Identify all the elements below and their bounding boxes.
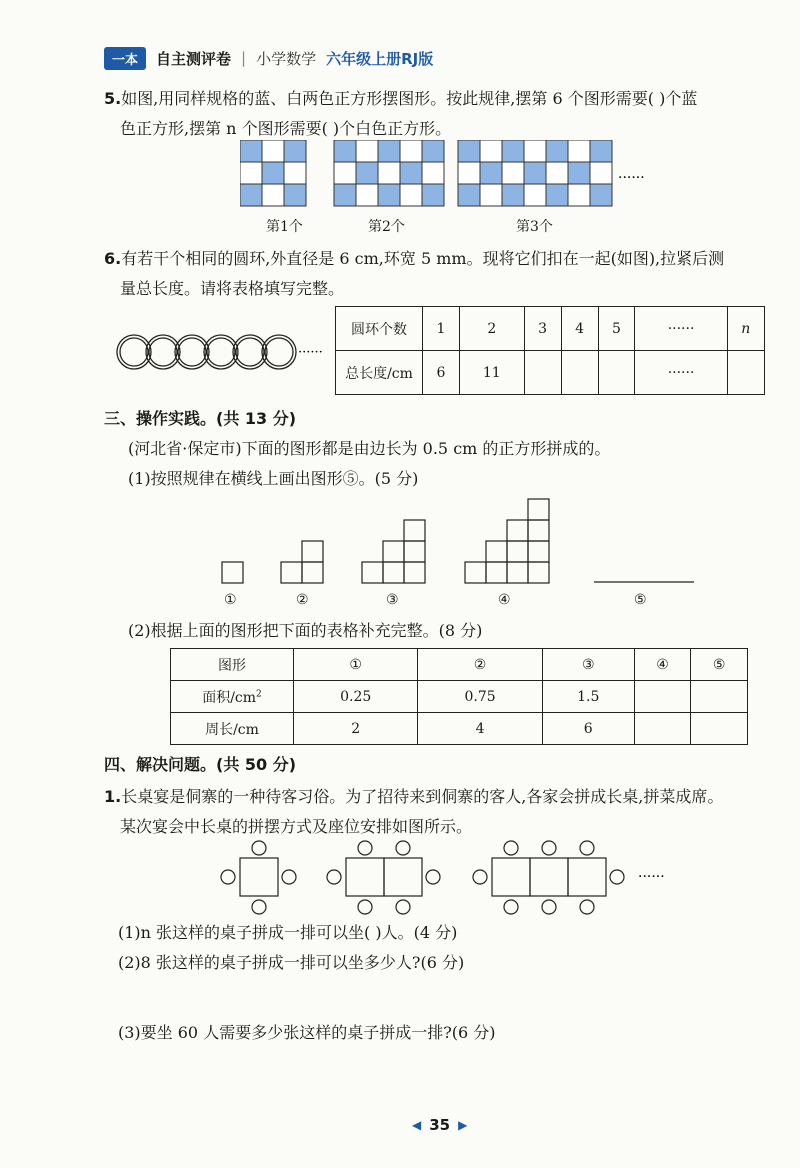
q6-line2: 量总长度。请将表格填写完整。 [120, 279, 345, 298]
q5-line1 [104, 88, 697, 110]
q6-cell: ······ [635, 351, 727, 395]
blue-square [590, 140, 612, 162]
s4-q1-text1: 长桌宴是侗寨的一种待客习俗。为了招待来到侗寨的客人,各家会拼成长桌,拼菜成席。 [121, 787, 724, 806]
fig-label-1: ① [224, 592, 237, 608]
tables-and-seats [221, 841, 624, 914]
blue-square [422, 184, 444, 206]
blue-square [334, 140, 356, 162]
q6-cell: 3 [524, 307, 561, 351]
q6-text1: 有若干个相同的圆环,外直径是 6 cm,环宽 5 mm。现将它们扣在一起(如图),拉紧后测 [121, 249, 725, 268]
q5-caption-2: 第2个 [368, 219, 405, 235]
white-square [524, 184, 546, 206]
shape-table-cell [691, 681, 748, 713]
next-triangle-icon: ▶ [458, 1118, 468, 1132]
shape-table-cell: 6 [542, 713, 634, 745]
q5-line2: 色正方形,摆第 n 个图形需要( )个白色正方形。 [120, 119, 452, 138]
q6-row-length [336, 351, 765, 395]
rings-figure [110, 328, 335, 376]
q5-patterns [240, 140, 612, 206]
page-footer [412, 1116, 467, 1134]
fig-label-4: ④ [498, 592, 511, 608]
blue-square [400, 162, 422, 184]
white-square [568, 184, 590, 206]
white-square [334, 162, 356, 184]
q6-cell [561, 351, 598, 395]
white-square [262, 140, 284, 162]
blue-square [284, 140, 306, 162]
q5-number: 5. [104, 89, 122, 108]
shape-table-cell [171, 681, 294, 713]
blue-square [524, 162, 546, 184]
blue-square [240, 140, 262, 162]
blue-square [568, 162, 590, 184]
q6-cell [598, 351, 635, 395]
blue-square [284, 184, 306, 206]
fig-label-2: ② [296, 592, 309, 608]
rings [117, 335, 296, 369]
shape-table [170, 648, 748, 745]
blue-square [458, 140, 480, 162]
q6-number: 6. [104, 249, 122, 268]
shape-table-header [171, 649, 748, 681]
white-square [480, 140, 502, 162]
prev-triangle-icon: ◀ [412, 1118, 422, 1132]
blue-square [334, 184, 356, 206]
area-label: 面积/cm [202, 689, 257, 706]
q5-ellipsis: ······ [618, 170, 645, 186]
blue-square [502, 184, 524, 206]
area-unit-sup: 2 [256, 688, 262, 699]
q6-cell: 总长度/cm [336, 351, 423, 395]
white-square [502, 162, 524, 184]
q6-cell [727, 351, 764, 395]
q6-table [335, 306, 765, 395]
shape-table-cell: 0.25 [294, 681, 418, 713]
shape-table-cell [634, 713, 691, 745]
shape-table-cell: 图形 [171, 649, 294, 681]
q6-row-count [336, 307, 765, 351]
staircase-figures [210, 490, 710, 586]
q6-cell: 2 [459, 307, 524, 351]
q6-cell: n [727, 307, 764, 351]
page-number: 35 [429, 1116, 451, 1134]
header-grade: 六年级上册RJ版 [326, 49, 434, 68]
blue-square [458, 184, 480, 206]
staircase-squares [222, 499, 549, 583]
section3-part1: (1)按照规律在横线上画出图形⑤。(5 分) [128, 469, 419, 488]
shape-table-cell: ③ [542, 649, 634, 681]
q6-cell: 5 [598, 307, 635, 351]
white-square [356, 184, 378, 206]
shape-table-area-row [171, 681, 748, 713]
page-header [104, 44, 433, 72]
s4-part3: (3)要坐 60 人需要多少张这样的桌子拼成一排?(6 分) [118, 1023, 496, 1042]
white-square [568, 140, 590, 162]
q6-cell: 1 [423, 307, 460, 351]
brand-logo: 一本 [104, 47, 146, 70]
shape-table-perimeter-row [171, 713, 748, 745]
header-subject: 小学数学 [256, 49, 317, 68]
fig-label-3: ③ [386, 592, 399, 608]
q5-caption-3: 第3个 [516, 219, 553, 235]
shape-table-cell: ④ [634, 649, 691, 681]
q6-cell: 6 [423, 351, 460, 395]
long-table-ellipsis: ······ [638, 869, 665, 885]
long-table-figure [214, 836, 684, 920]
white-square [422, 162, 444, 184]
white-square [400, 140, 422, 162]
shape-table-cell: ① [294, 649, 418, 681]
white-square [458, 162, 480, 184]
section3-intro: (河北省·保定市)下面的图形都是由边长为 0.5 cm 的正方形拼成的。 [128, 439, 611, 458]
shape-table-cell: 周长/cm [171, 713, 294, 745]
q6-cell: 圆环个数 [336, 307, 423, 351]
s4-q1-number: 1. [104, 787, 122, 806]
blue-square [262, 162, 284, 184]
blue-square [240, 184, 262, 206]
blue-square [590, 184, 612, 206]
white-square [356, 140, 378, 162]
white-square [590, 162, 612, 184]
blue-square [378, 140, 400, 162]
blue-square [502, 140, 524, 162]
q6-line1 [104, 248, 724, 270]
fig-label-5: ⑤ [634, 592, 647, 608]
shape-table-cell: 0.75 [418, 681, 542, 713]
shape-table-cell [691, 713, 748, 745]
white-square [546, 162, 568, 184]
q5-caption-1: 第1个 [266, 219, 303, 235]
section3-title: 三、操作实践。(共 13 分) [104, 409, 297, 428]
shape-table-cell [634, 681, 691, 713]
blue-square [546, 140, 568, 162]
shape-table-cell: 2 [294, 713, 418, 745]
white-square [400, 184, 422, 206]
white-square [378, 162, 400, 184]
shape-table-cell: ② [418, 649, 542, 681]
s4-part2: (2)8 张这样的桌子拼成一排可以坐多少人?(6 分) [118, 953, 465, 972]
blue-square [546, 184, 568, 206]
q6-cell: 4 [561, 307, 598, 351]
white-square [524, 140, 546, 162]
white-square [284, 162, 306, 184]
white-square [480, 184, 502, 206]
blue-square [480, 162, 502, 184]
white-square [240, 162, 262, 184]
white-square [262, 184, 284, 206]
blue-square [422, 140, 444, 162]
shape-table-cell: 4 [418, 713, 542, 745]
shape-table-cell: 1.5 [542, 681, 634, 713]
q5-text1: 如图,用同样规格的蓝、白两色正方形摆图形。按此规律,摆第 6 个图形需要( )个蓝 [121, 89, 698, 108]
q5-pattern-figure [240, 140, 700, 212]
s4-q1-line2: 某次宴会中长桌的拼摆方式及座位安排如图所示。 [120, 817, 473, 836]
shape-table-cell: ⑤ [691, 649, 748, 681]
q6-cell [524, 351, 561, 395]
section4-title: 四、解决问题。(共 50 分) [104, 755, 297, 774]
rings-ellipsis: ······ [298, 345, 323, 360]
s4-part1: (1)n 张这样的桌子拼成一排可以坐( )人。(4 分) [118, 923, 458, 942]
q6-cell: 11 [459, 351, 524, 395]
s4-q1-line1 [104, 786, 723, 808]
q6-cell: ······ [635, 307, 727, 351]
blue-square [356, 162, 378, 184]
header-separator: | [241, 49, 247, 67]
blue-square [378, 184, 400, 206]
section3-part2: (2)根据上面的图形把下面的表格补充完整。(8 分) [128, 621, 483, 640]
header-title: 自主测评卷 [156, 49, 232, 68]
